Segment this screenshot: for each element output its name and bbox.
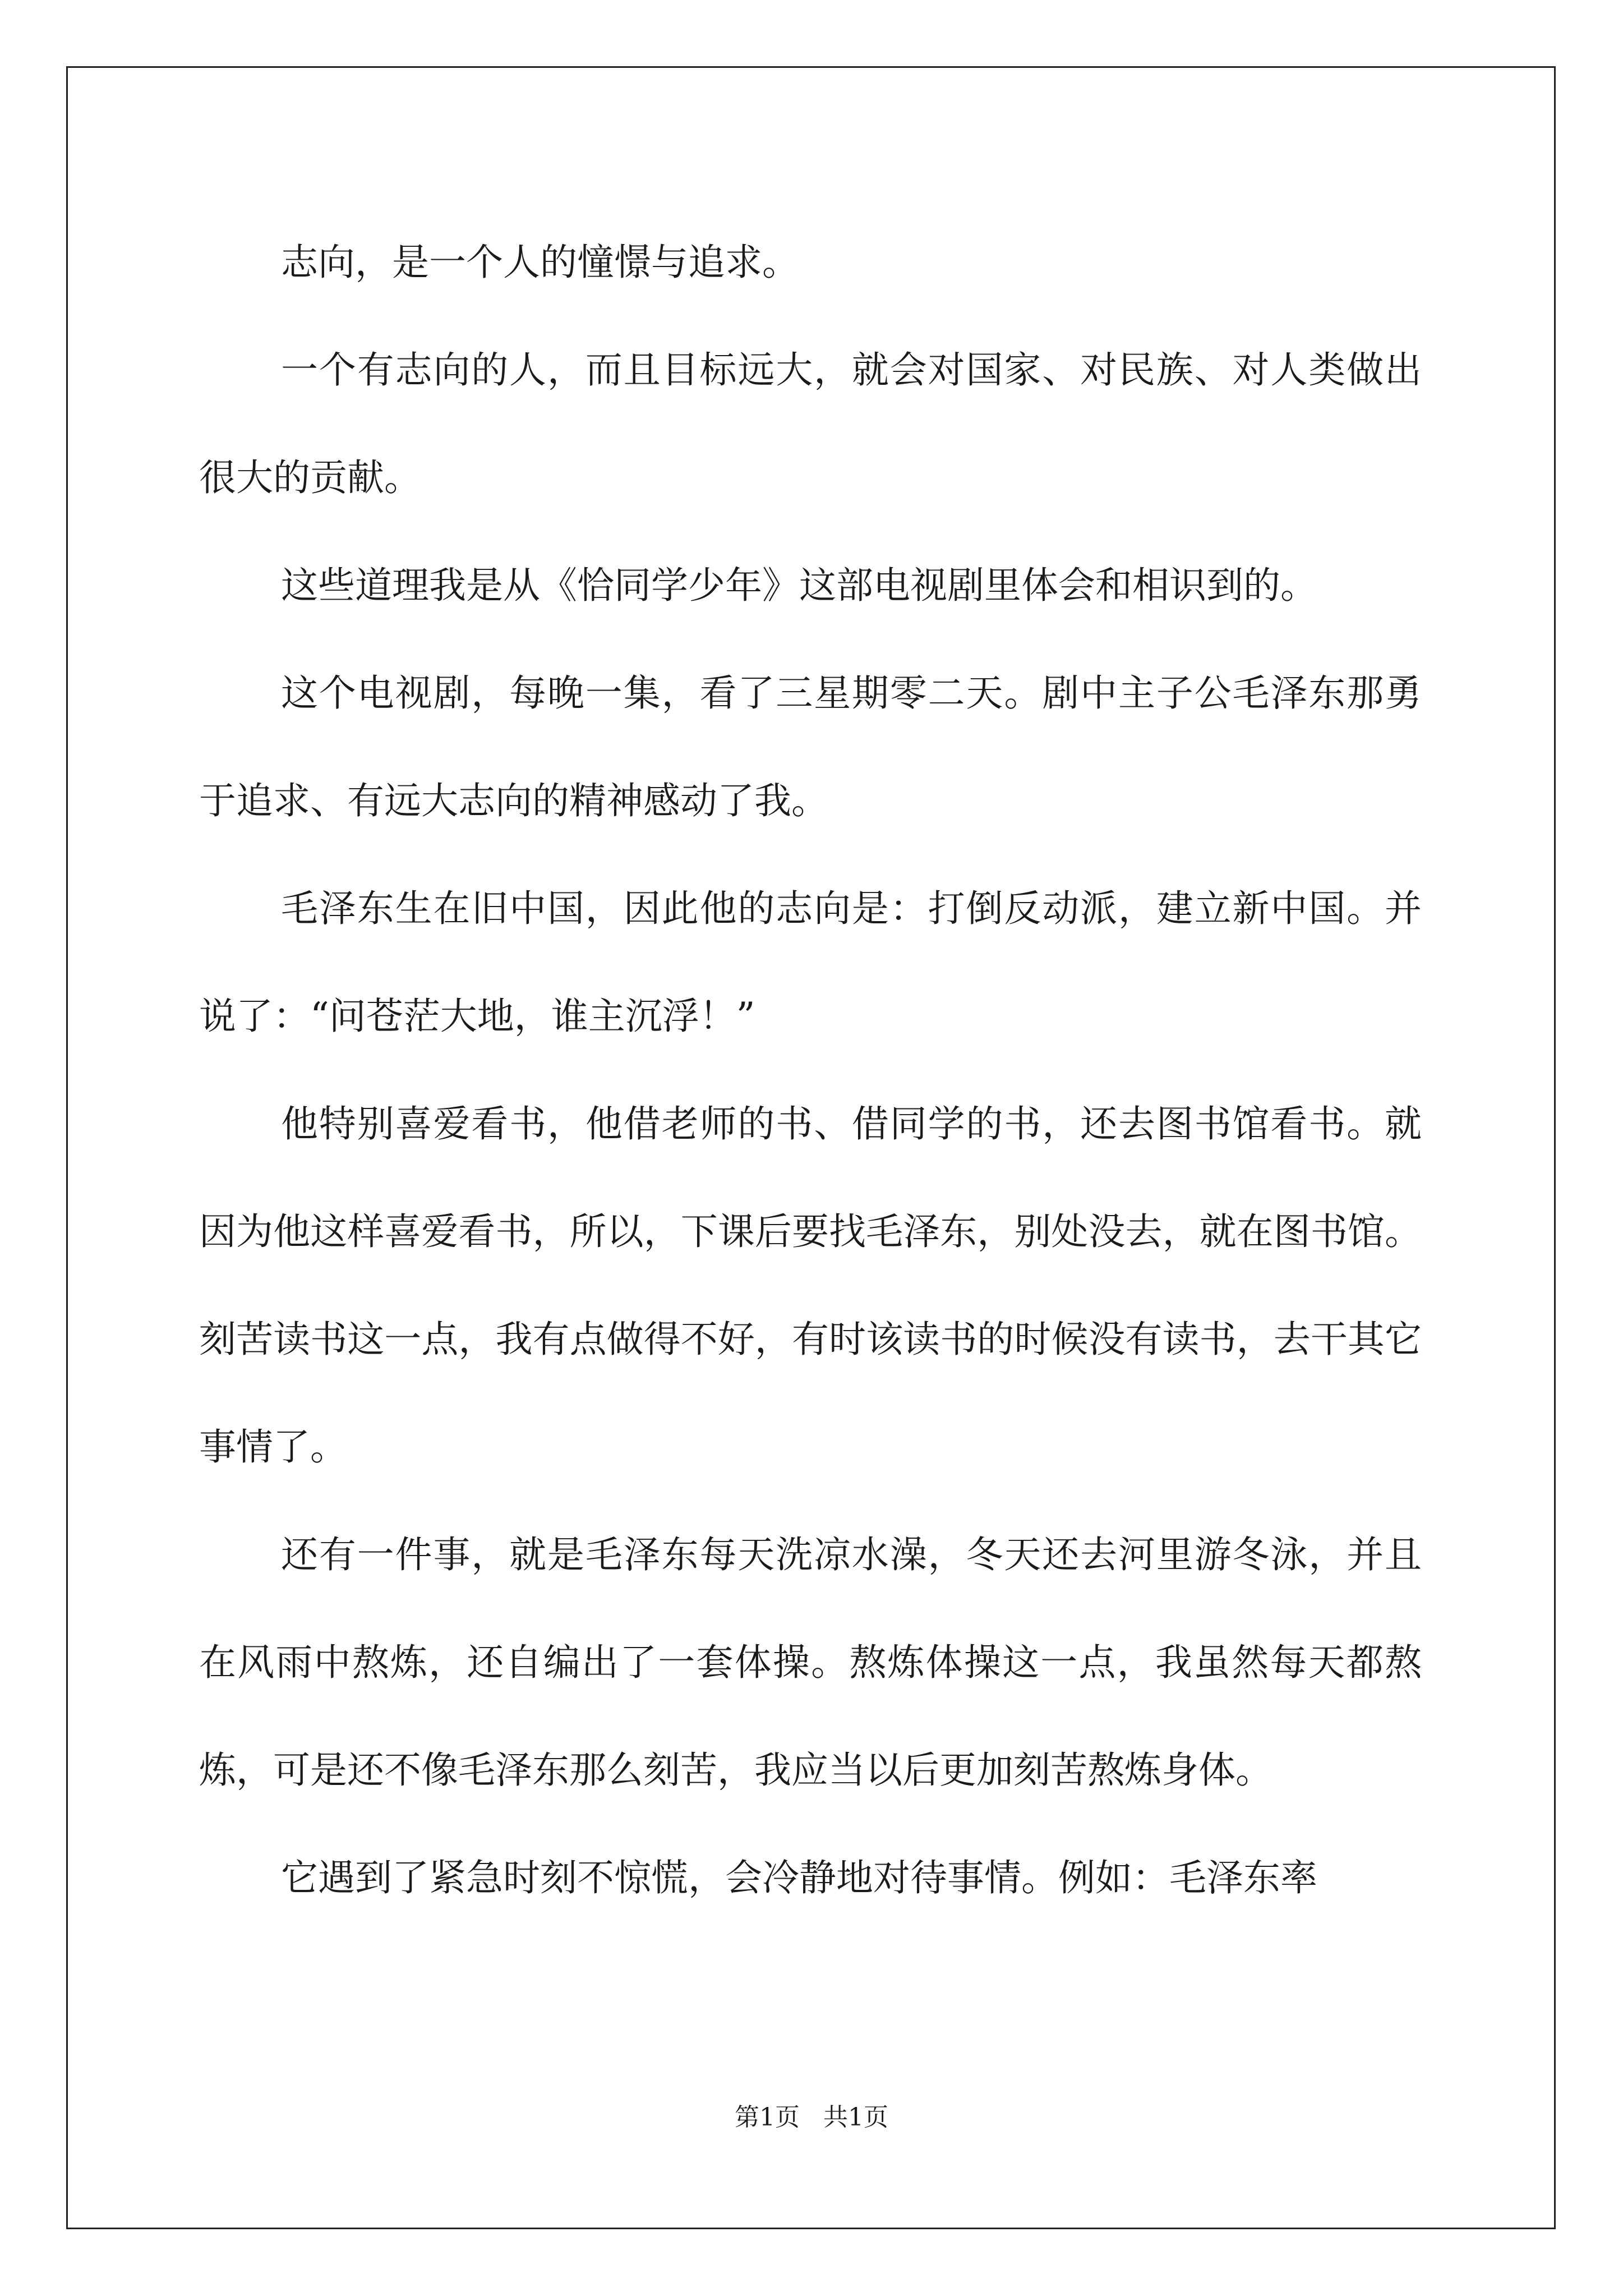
paragraph-5: 毛泽东生在旧中国，因此他的志向是：打倒反动派，建立新中国。并说了：“问苍茫大地，谁主沉浮！” [199,887,1422,1038]
paragraph-3: 这些道理我是从《恰同学少年》这部电视剧里体会和相识到的。 [281,564,1317,607]
paragraph-6: 他特别喜爱看书，他借老师的书、借同学的书，还去图书馆看书。就因为他这样喜爱看书，所以，下课后要找毛泽东，别处没去，就在图书馆。刻苦读书这一点，我有点做得不好，有时该读书的时候没有读书，去干其它事情了。 [199,1102,1422,1469]
document-body [199,209,1422,1932]
paragraph-4: 这个电视剧，每晚一集，看了三星期零二天。剧中主子公毛泽东那勇于追求、有远大志向的精神感动了我。 [199,671,1422,822]
paragraph-7: 还有一件事，就是毛泽东每天洗凉水澡，冬天还去河里游冬泳，并且在风雨中熬炼，还自编出了一套体操。熬炼体操这一点，我虽然每天都熬炼，可是还不像毛泽东那么刻苦，我应当以后更加刻苦熬炼身体。 [199,1533,1422,1792]
paragraph-1: 志向，是一个人的憧憬与追求。 [281,241,799,284]
page-total: 共1页 [823,2103,888,2132]
footer-gap [800,2103,823,2132]
page-footer [0,2101,1623,2134]
paragraph-8: 它遇到了紧急时刻不惊慌，会冷静地对待事情。例如：毛泽东率 [281,1856,1317,1899]
page-number: 第1页 [735,2103,800,2132]
paragraph-2: 一个有志向的人，而且目标远大，就会对国家、对民族、对人类做出很大的贡献。 [199,348,1422,499]
